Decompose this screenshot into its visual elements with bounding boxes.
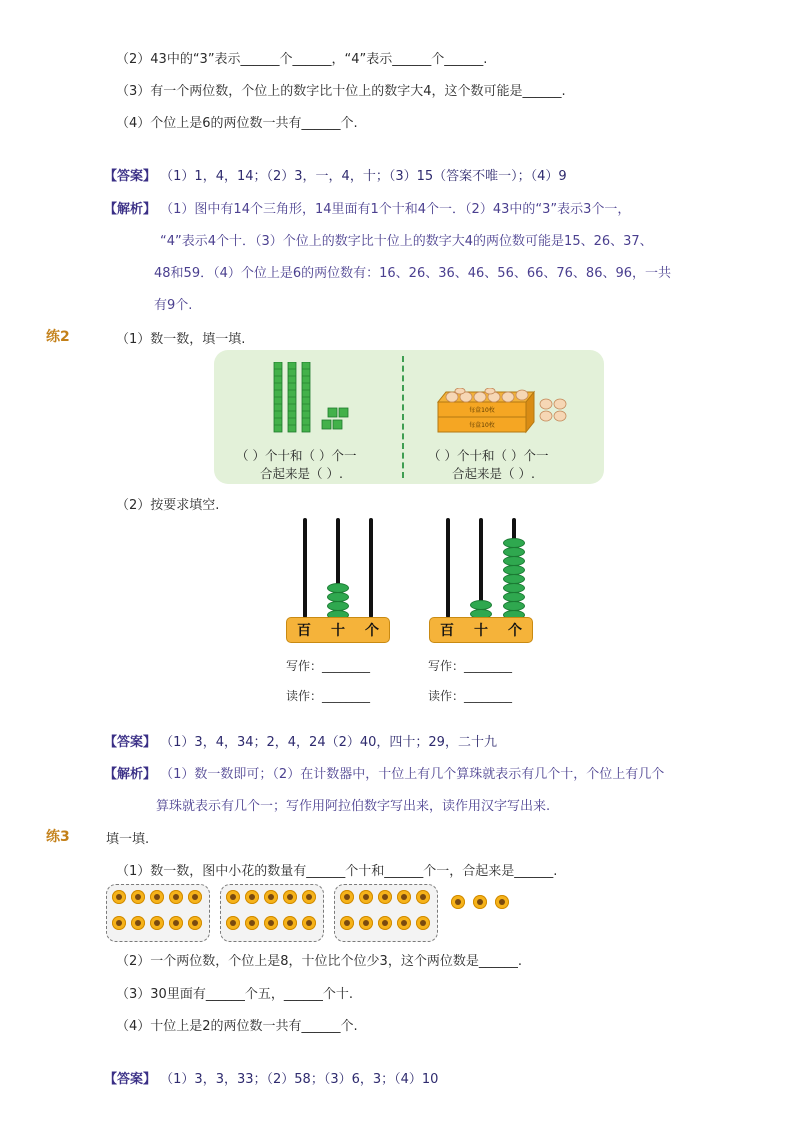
analysis-line-3: 48和59．（4）个位上是6的两位数有：16、26、36、46、56、66、76、86、96，一共 (154, 266, 672, 281)
label-hundreds: 百 (297, 623, 311, 639)
unit-cube (322, 420, 331, 429)
flower-icon (472, 894, 488, 910)
analysis-label: 【解析】 (104, 202, 157, 217)
label-ones: 个 (365, 623, 379, 639)
question-2: （2）43中的“3”表示______个______，“4”表示______个______. (116, 52, 488, 67)
unit-cube (339, 408, 348, 417)
ex2-question-2: （2）按要求填空. (116, 498, 220, 513)
analysis-label: 【解析】 (104, 767, 157, 782)
write-label-left: 写作：________ (286, 659, 371, 673)
rod-hundreds (303, 518, 307, 618)
answer-text: （1）3，4，34；2，4，24（2）40，四十；29，二十九 (160, 735, 497, 750)
flower-group-ten (106, 884, 210, 942)
left-caption-2: 合起来是（ ）. (260, 466, 343, 481)
right-caption-2: 合起来是（ ）. (452, 466, 535, 481)
unit-cube (333, 420, 342, 429)
analysis-line-2: “4”表示4个十．（3）个位上的数字比十位上的数字大4的两位数可能是15、26、37、 (160, 234, 653, 249)
label-tens: 十 (474, 623, 488, 639)
rod-hundreds (446, 518, 450, 618)
abacus-base (429, 617, 533, 643)
ex3-question-1: （1）数一数，图中小花的数量有______个十和______个一，合起来是______. (116, 864, 558, 879)
analysis-line-2: 算珠就表示有几个一；写作用阿拉伯数字写出来，读作用汉字写出来. (156, 799, 551, 814)
loose-egg (554, 399, 566, 409)
ex3-answer-block (104, 1068, 438, 1087)
analysis-block (104, 198, 630, 217)
rod-ones (369, 518, 373, 618)
analysis-line-4: 有9个. (154, 298, 193, 313)
base-ten-blocks (270, 362, 360, 434)
ex3-title: 填一填. (106, 832, 150, 847)
read-label-right: 读作：________ (428, 689, 513, 703)
label-hundreds: 百 (440, 623, 454, 639)
answer-text: （1）1，4，14；（2）3，一，4，十；（3）15（答案不唯一）；（4）9 (160, 169, 567, 184)
analysis-line-1: （1）图中有14个三角形，14里面有1个十和4个一．（2）43中的“3”表示3个一， (160, 202, 631, 217)
read-label-left: 读作：________ (286, 689, 371, 703)
answer-text: （1）3，3，33；（2）58；（3）6，3；（4）10 (160, 1072, 439, 1087)
egg (485, 388, 495, 394)
label-ones: 个 (508, 623, 522, 639)
loose-egg (540, 399, 552, 409)
ex3-question-4: （4）十位上是2的两位数一共有______个. (116, 1019, 358, 1034)
crate-label-1: 每盒10枚 (469, 407, 495, 414)
counting-panel (214, 350, 604, 484)
flower-group-ten (220, 884, 324, 942)
flower-icon (450, 894, 466, 910)
flower-group-ten (334, 884, 438, 942)
unit-cube (328, 408, 337, 417)
exercise-3-label: 练3 (46, 829, 70, 845)
egg-crates (430, 388, 570, 438)
analysis-line-1: （1）数一数即可；（2）在计数器中，十位上有几个算珠就表示有几个十，个位上有几个 (160, 767, 665, 782)
left-caption-1: （ ）个十和（ ）个一 (236, 448, 357, 463)
egg (502, 392, 514, 402)
question-4: （4）个位上是6的两位数一共有______个. (116, 116, 358, 131)
ex3-question-2: （2）一个两位数，个位上是8，十位比个位少3，这个两位数是______. (116, 954, 522, 969)
panel-divider (402, 356, 404, 478)
crate-label-2: 每盒10枚 (469, 422, 495, 429)
question-3: （3）有一个两位数，个位上的数字比十位上的数字大4，这个数可能是______. (116, 84, 566, 99)
ex3-question-3: （3）30里面有______个五，______个十. (116, 987, 353, 1002)
answer-label: 【答案】 (104, 169, 157, 184)
write-label-right: 写作：________ (428, 659, 513, 673)
answer-block (104, 165, 567, 184)
loose-egg (540, 411, 552, 421)
egg (455, 388, 465, 394)
flower-icon (494, 894, 510, 910)
egg (474, 392, 486, 402)
right-caption-1: （ ）个十和（ ）个一 (428, 448, 549, 463)
ex2-answer-block (104, 731, 497, 750)
loose-egg (554, 411, 566, 421)
ex2-analysis-block (104, 763, 664, 782)
answer-label: 【答案】 (104, 735, 157, 750)
egg (516, 390, 528, 400)
ex2-question-1: （1）数一数，填一填. (116, 332, 246, 347)
exercise-2-label: 练2 (46, 329, 70, 345)
abacus-base (286, 617, 390, 643)
answer-label: 【答案】 (104, 1072, 157, 1087)
label-tens: 十 (331, 623, 345, 639)
